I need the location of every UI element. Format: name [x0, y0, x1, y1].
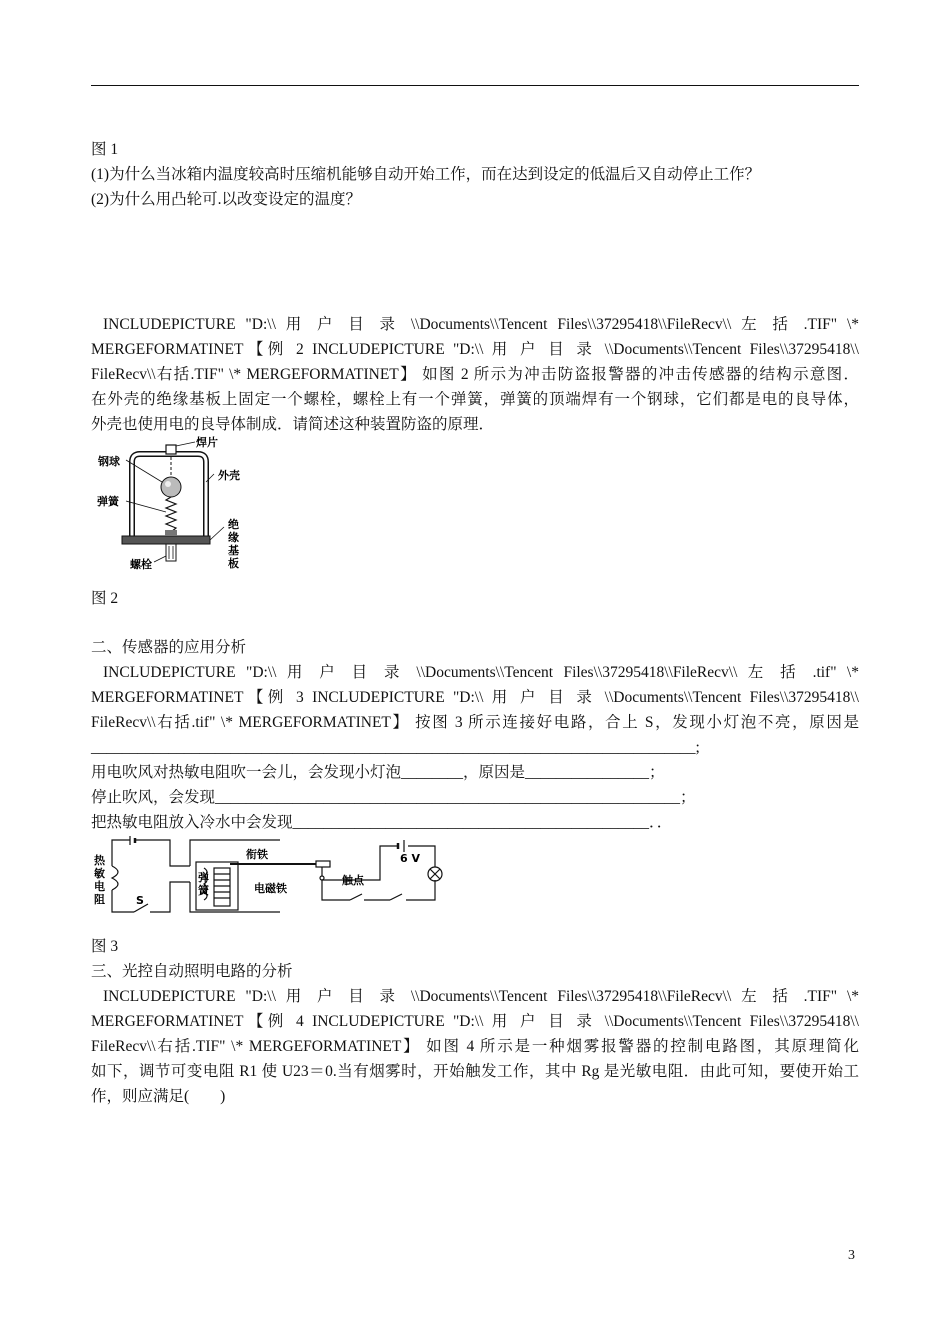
label-thermistor-char-1: 热	[94, 854, 105, 867]
example-4-line-1: INCLUDEPICTURE "D:\\ 用 户 目 录 \\Documents\\Tencent Files\\37295418\\FileRecv\\ 左 括 .TIF" \*	[103, 988, 859, 1005]
question-2: (2)为什么用凸轮可.以改变设定的温度？	[91, 191, 361, 208]
section-3-heading: 三、光控自动照明电路的分析	[91, 963, 293, 980]
label-base-char-2: 缘	[228, 531, 239, 544]
example-4-line-2: MERGEFORMATINET【例 4 INCLUDEPICTURE "D:\\ 用 户 目 录 \\Documents\\Tencent Files\\37295418\\	[91, 1013, 859, 1030]
label-thermistor-char-3: 电	[94, 880, 105, 893]
label-bolt: 螺栓	[130, 558, 152, 571]
label-steel-ball: 钢球	[98, 455, 120, 468]
label-base-char-1: 绝	[228, 518, 239, 531]
label-voltage: 6 V	[400, 852, 420, 865]
label-base-char-3: 基	[228, 544, 239, 557]
section-2-heading: 二、传感器的应用分析	[91, 639, 247, 656]
label-shell: 外壳	[218, 469, 240, 482]
figure-1-caption: 图 1	[91, 141, 119, 158]
example-4-line-4: 如下，调节可变电阻 R1 使 U23＝0.当有烟雾时，开始触发工作，其中 Rg 是光敏电阻．由此可知，要使开始工	[91, 1063, 859, 1080]
example-2-line-3: FileRecv\\右括.TIF" \* MERGEFORMATINET】 如图 2 所示为冲击防盗报警器的冲击传感器的结构示意图．	[91, 366, 859, 383]
label-contact: 触点	[342, 874, 364, 887]
example-3-line-6: 停止吹风，会发现____________________________________________________________；	[91, 789, 696, 806]
question-1: (1)为什么当冰箱内温度较高时压缩机能够自动开始工作，而在达到设定的低温后又自动停止工作？	[91, 166, 761, 183]
label-thermistor-char-4: 阻	[94, 893, 105, 906]
page-number: 3	[848, 1248, 855, 1263]
figure-3-relay-circuit-diagram	[90, 836, 450, 918]
header-rule	[91, 85, 859, 86]
label-electromagnet: 电磁铁	[254, 882, 287, 895]
label-relay-spring-char-2: 簧	[198, 884, 209, 897]
example-3-line-5: 用电吹风对热敏电阻吹一会儿，会发现小灯泡________，原因是________________；	[91, 764, 665, 781]
example-3-line-1: INCLUDEPICTURE "D:\\ 用 户 目 录 \\Documents\\Tencent Files\\37295418\\FileRecv\\ 左 括 .tif" \*	[103, 664, 859, 681]
example-4-line-5: 作，则应满足( )	[91, 1088, 226, 1105]
label-relay-spring-char-1: 弹	[198, 871, 209, 884]
example-2-line-4: 在外壳的绝缘基板上固定一个螺栓，螺栓上有一个弹簧，弹簧的顶端焊有一个钢球，它们都是电的良导体，	[91, 391, 859, 408]
example-3-line-7: 把热敏电阻放入冷水中会发现______________________________________________．．	[91, 814, 673, 831]
label-base-char-4: 板	[228, 557, 239, 570]
example-2-line-1: INCLUDEPICTURE "D:\\ 用 户 目 录 \\Documents\\Tencent Files\\37295418\\FileRecv\\ 左 括 .TIF" \*	[103, 316, 859, 333]
figure-2-caption: 图 2	[91, 590, 119, 607]
label-armature: 衔铁	[246, 848, 268, 861]
label-thermistor-char-2: 敏	[94, 867, 105, 880]
example-3-line-2: MERGEFORMATINET【例 3 INCLUDEPICTURE "D:\\ 用 户 目 录 \\Documents\\Tencent Files\\37295418\\	[91, 689, 859, 706]
example-2-line-5: 外壳也使用电的良导体制成．请简述这种装置防盗的原理．	[91, 416, 495, 433]
label-solder-tab: 焊片	[196, 436, 218, 449]
example-4-line-3: FileRecv\\右括.TIF" \* MERGEFORMATINET】 如图 4 所示是一种烟雾报警器的控制电路图，其原理简化	[91, 1038, 859, 1055]
example-3-line-3: FileRecv\\右括.tif" \* MERGEFORMATINET】 按图 3 所示连接好电路，合上 S，发现小灯泡不亮，原因是	[91, 714, 859, 731]
label-spring: 弹簧	[97, 495, 119, 508]
label-switch-s: S	[136, 894, 144, 907]
example-2-line-2: MERGEFORMATINET【例 2 INCLUDEPICTURE "D:\\ 用 户 目 录 \\Documents\\Tencent Files\\37295418\\	[91, 341, 859, 358]
example-3-blank-1: ______________________________________________________________________________;	[91, 739, 700, 756]
figure-2-impact-sensor-diagram	[92, 432, 252, 577]
figure-3-caption: 图 3	[91, 938, 119, 955]
